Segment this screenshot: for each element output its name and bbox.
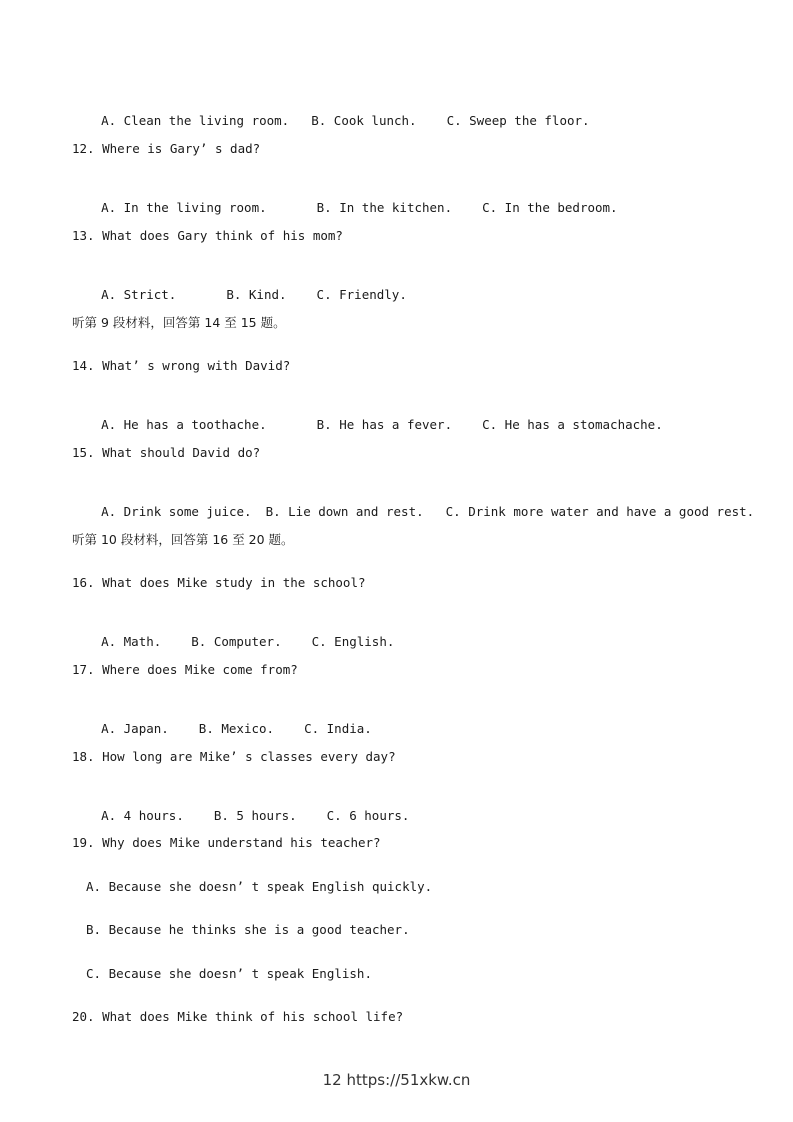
section-10-instruction: 听第 10 段材料，回答第 16 至 20 题。 bbox=[72, 532, 294, 547]
q20-question: 20. What does Mike think of his school life? bbox=[72, 1009, 404, 1024]
q17-options bbox=[86, 705, 372, 737]
q16-option-c: C. English. bbox=[311, 634, 395, 649]
q12-option-c: C. In the bedroom. bbox=[482, 200, 618, 215]
q19-option-c: C. Because she doesn’ t speak English. bbox=[86, 966, 372, 981]
q18-options bbox=[86, 792, 409, 824]
q12-option-b: B. In the kitchen. bbox=[316, 200, 453, 215]
q11-options bbox=[86, 97, 590, 129]
page-footer bbox=[0, 1071, 793, 1089]
q18-option-a: A. 4 hours. bbox=[101, 808, 184, 823]
q17-question: 17. Where does Mike come from? bbox=[72, 662, 298, 677]
q12-options bbox=[86, 184, 618, 216]
q18-question: 18. How long are Mike’ s classes every day? bbox=[72, 749, 396, 764]
q15-option-b: B. Lie down and rest. bbox=[265, 504, 424, 519]
q18-option-b: B. 5 hours. bbox=[213, 808, 297, 823]
q15-option-a: A. Drink some juice. bbox=[101, 504, 252, 519]
q18-option-c: C. 6 hours. bbox=[326, 808, 410, 823]
q13-option-a: A. Strict. bbox=[101, 287, 177, 302]
q14-option-a: A. He has a toothache. bbox=[101, 417, 267, 432]
q13-option-c: C. Friendly. bbox=[316, 287, 407, 302]
q17-option-a: A. Japan. bbox=[101, 721, 169, 736]
q13-options bbox=[86, 271, 407, 303]
q12-question: 12. Where is Gary’ s dad? bbox=[72, 141, 261, 156]
q11-option-c: C. Sweep the floor. bbox=[446, 113, 590, 128]
footer-site-link[interactable]: https://51xkw.cn bbox=[346, 1071, 471, 1089]
q15-option-c: C. Drink more water and have a good rest. bbox=[445, 504, 755, 519]
q16-question: 16. What does Mike study in the school? bbox=[72, 575, 366, 590]
q19-question: 19. Why does Mike understand his teacher? bbox=[72, 835, 381, 850]
q19-option-b: B. Because he thinks she is a good teacher. bbox=[86, 922, 410, 937]
q13-option-b: B. Kind. bbox=[226, 287, 287, 302]
q17-option-b: B. Mexico. bbox=[198, 721, 275, 736]
q19-option-a: A. Because she doesn’ t speak English quickly. bbox=[86, 879, 433, 894]
q15-options bbox=[86, 488, 754, 520]
q14-option-c: C. He has a stomachache. bbox=[482, 417, 663, 432]
q11-option-a: A. Clean the living room. bbox=[101, 113, 290, 128]
q13-question: 13. What does Gary think of his mom? bbox=[72, 228, 343, 243]
q12-option-a: A. In the living room. bbox=[101, 200, 267, 215]
q17-option-c: C. India. bbox=[304, 721, 372, 736]
section-9-instruction: 听第 9 段材料，回答第 14 至 15 题。 bbox=[72, 315, 286, 330]
q14-option-b: B. He has a fever. bbox=[316, 417, 453, 432]
q14-options bbox=[86, 401, 663, 433]
q15-question: 15. What should David do? bbox=[72, 445, 261, 460]
page-number: 12 bbox=[322, 1071, 342, 1089]
q16-option-b: B. Computer. bbox=[191, 634, 282, 649]
q14-question: 14. What’ s wrong with David? bbox=[72, 358, 291, 373]
q16-option-a: A. Math. bbox=[101, 634, 162, 649]
q16-options bbox=[86, 618, 394, 650]
q11-option-b: B. Cook lunch. bbox=[311, 113, 417, 128]
